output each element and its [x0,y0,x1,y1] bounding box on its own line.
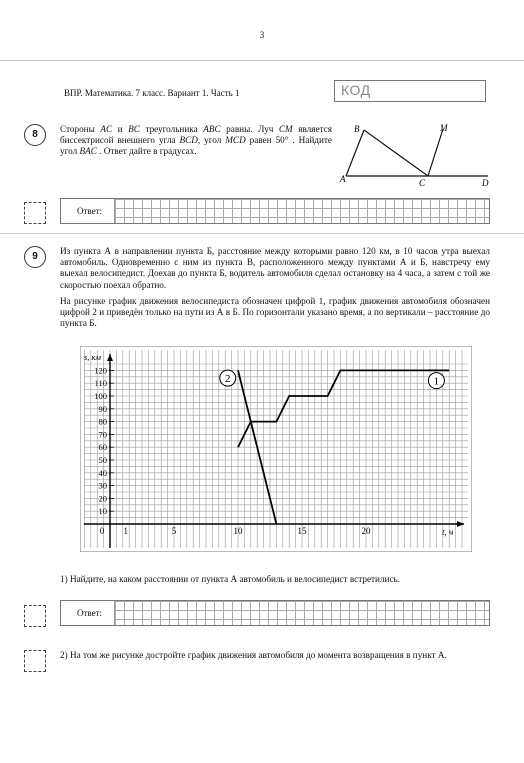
x-tick-label: 1 [123,526,129,536]
side-AB [346,130,364,176]
header-rule [0,60,524,61]
y-tick-label: 90 [98,403,107,414]
code-box[interactable]: КОД [334,80,486,102]
task-9-paragraph-2: На рисунке график движения велосипедиста обозначен цифрой 1, график движения автомобиля обозначен цифрой 2 и приведён только на пути из А в Б. По горизонтали указано время, а по вертикали – расстояние до пункта Б. [60,296,490,329]
label-A: A [340,174,346,184]
task-8-figure [338,120,520,192]
task-9-answer-row[interactable] [60,600,490,626]
task-8-score-box [24,202,46,224]
page-header: ВПР. Математика. 7 класс. Вариант 1. Часть 1 [64,88,240,98]
task-8-answer-label: Ответ: [61,199,115,223]
task-9-paragraph-1: Из пункта А в направлении пункта Б, расстояние между которыми равно 120 км, в 10 часов утра выехал автомобиль. Одновременно с ним из пункта В, расположенного между пунктами А и Б, навстречу ему выехал велосипедист. Доехав до пункта Б, водитель автомобиля сделал остановку на 4 часа, а затем с той же скоростью поехал обратно. [60,246,490,290]
y-tick-label: 100 [94,391,107,401]
ray-CM [428,129,443,176]
series-marker-label-1: 1 [433,375,440,388]
side-BC [364,130,428,176]
x-tick-label: 10 [233,526,243,536]
motion-chart[interactable] [80,346,472,552]
y-tick-label: 60 [98,442,107,453]
label-M: M [440,123,448,133]
y-tick-label: 70 [98,429,107,440]
task-8-text: Стороны AC и BC треугольника ABC равны. Луч CM является биссектрисой внешнего угла BCD, угол MCD равен 50° . Найдите угол BAC . Ответ дайте в градусах. [60,124,332,157]
label-B: B [354,124,360,134]
y-tick-label: 20 [98,493,107,504]
y-tick-label: 120 [94,365,107,376]
y-tick-label: 50 [98,455,107,465]
label-D: D [482,178,489,188]
x-tick-label: 20 [361,526,371,536]
task-9-answer-label: Ответ: [61,601,115,625]
task-9-question-1: 1) Найдите, на каком расстоянии от пункта А автомобиль и велосипедист встретились. [60,574,401,584]
task-9-number: 9 [24,246,46,268]
y-axis-label: s, км [84,352,101,362]
x-tick-label: 15 [297,526,307,536]
page-number: 3 [259,30,265,40]
x-axis-label: t, ч [442,527,454,537]
task-9-question-2: 2) На том же рисунке достройте график движения автомобиля до момента возвращения в пункт А. [60,650,447,660]
y-tick-label: 30 [98,480,107,491]
task-8-number: 8 [24,124,46,146]
task-9-score-box-2 [24,650,46,672]
task-9-score-box-1 [24,605,46,627]
y-tick-label: 80 [98,416,107,427]
task-9-answer-cells[interactable] [115,601,489,625]
x-tick-label: 5 [171,526,177,536]
origin-label: 0 [99,526,105,536]
label-C: C [419,178,426,188]
y-tick-label: 110 [94,378,107,389]
divider [0,233,524,234]
task-8-answer-cells[interactable] [115,199,489,223]
series-marker-label-2: 2 [225,373,231,386]
task-8-answer-row[interactable] [60,198,490,224]
y-tick-label: 40 [98,467,107,478]
y-tick-label: 10 [98,506,107,517]
